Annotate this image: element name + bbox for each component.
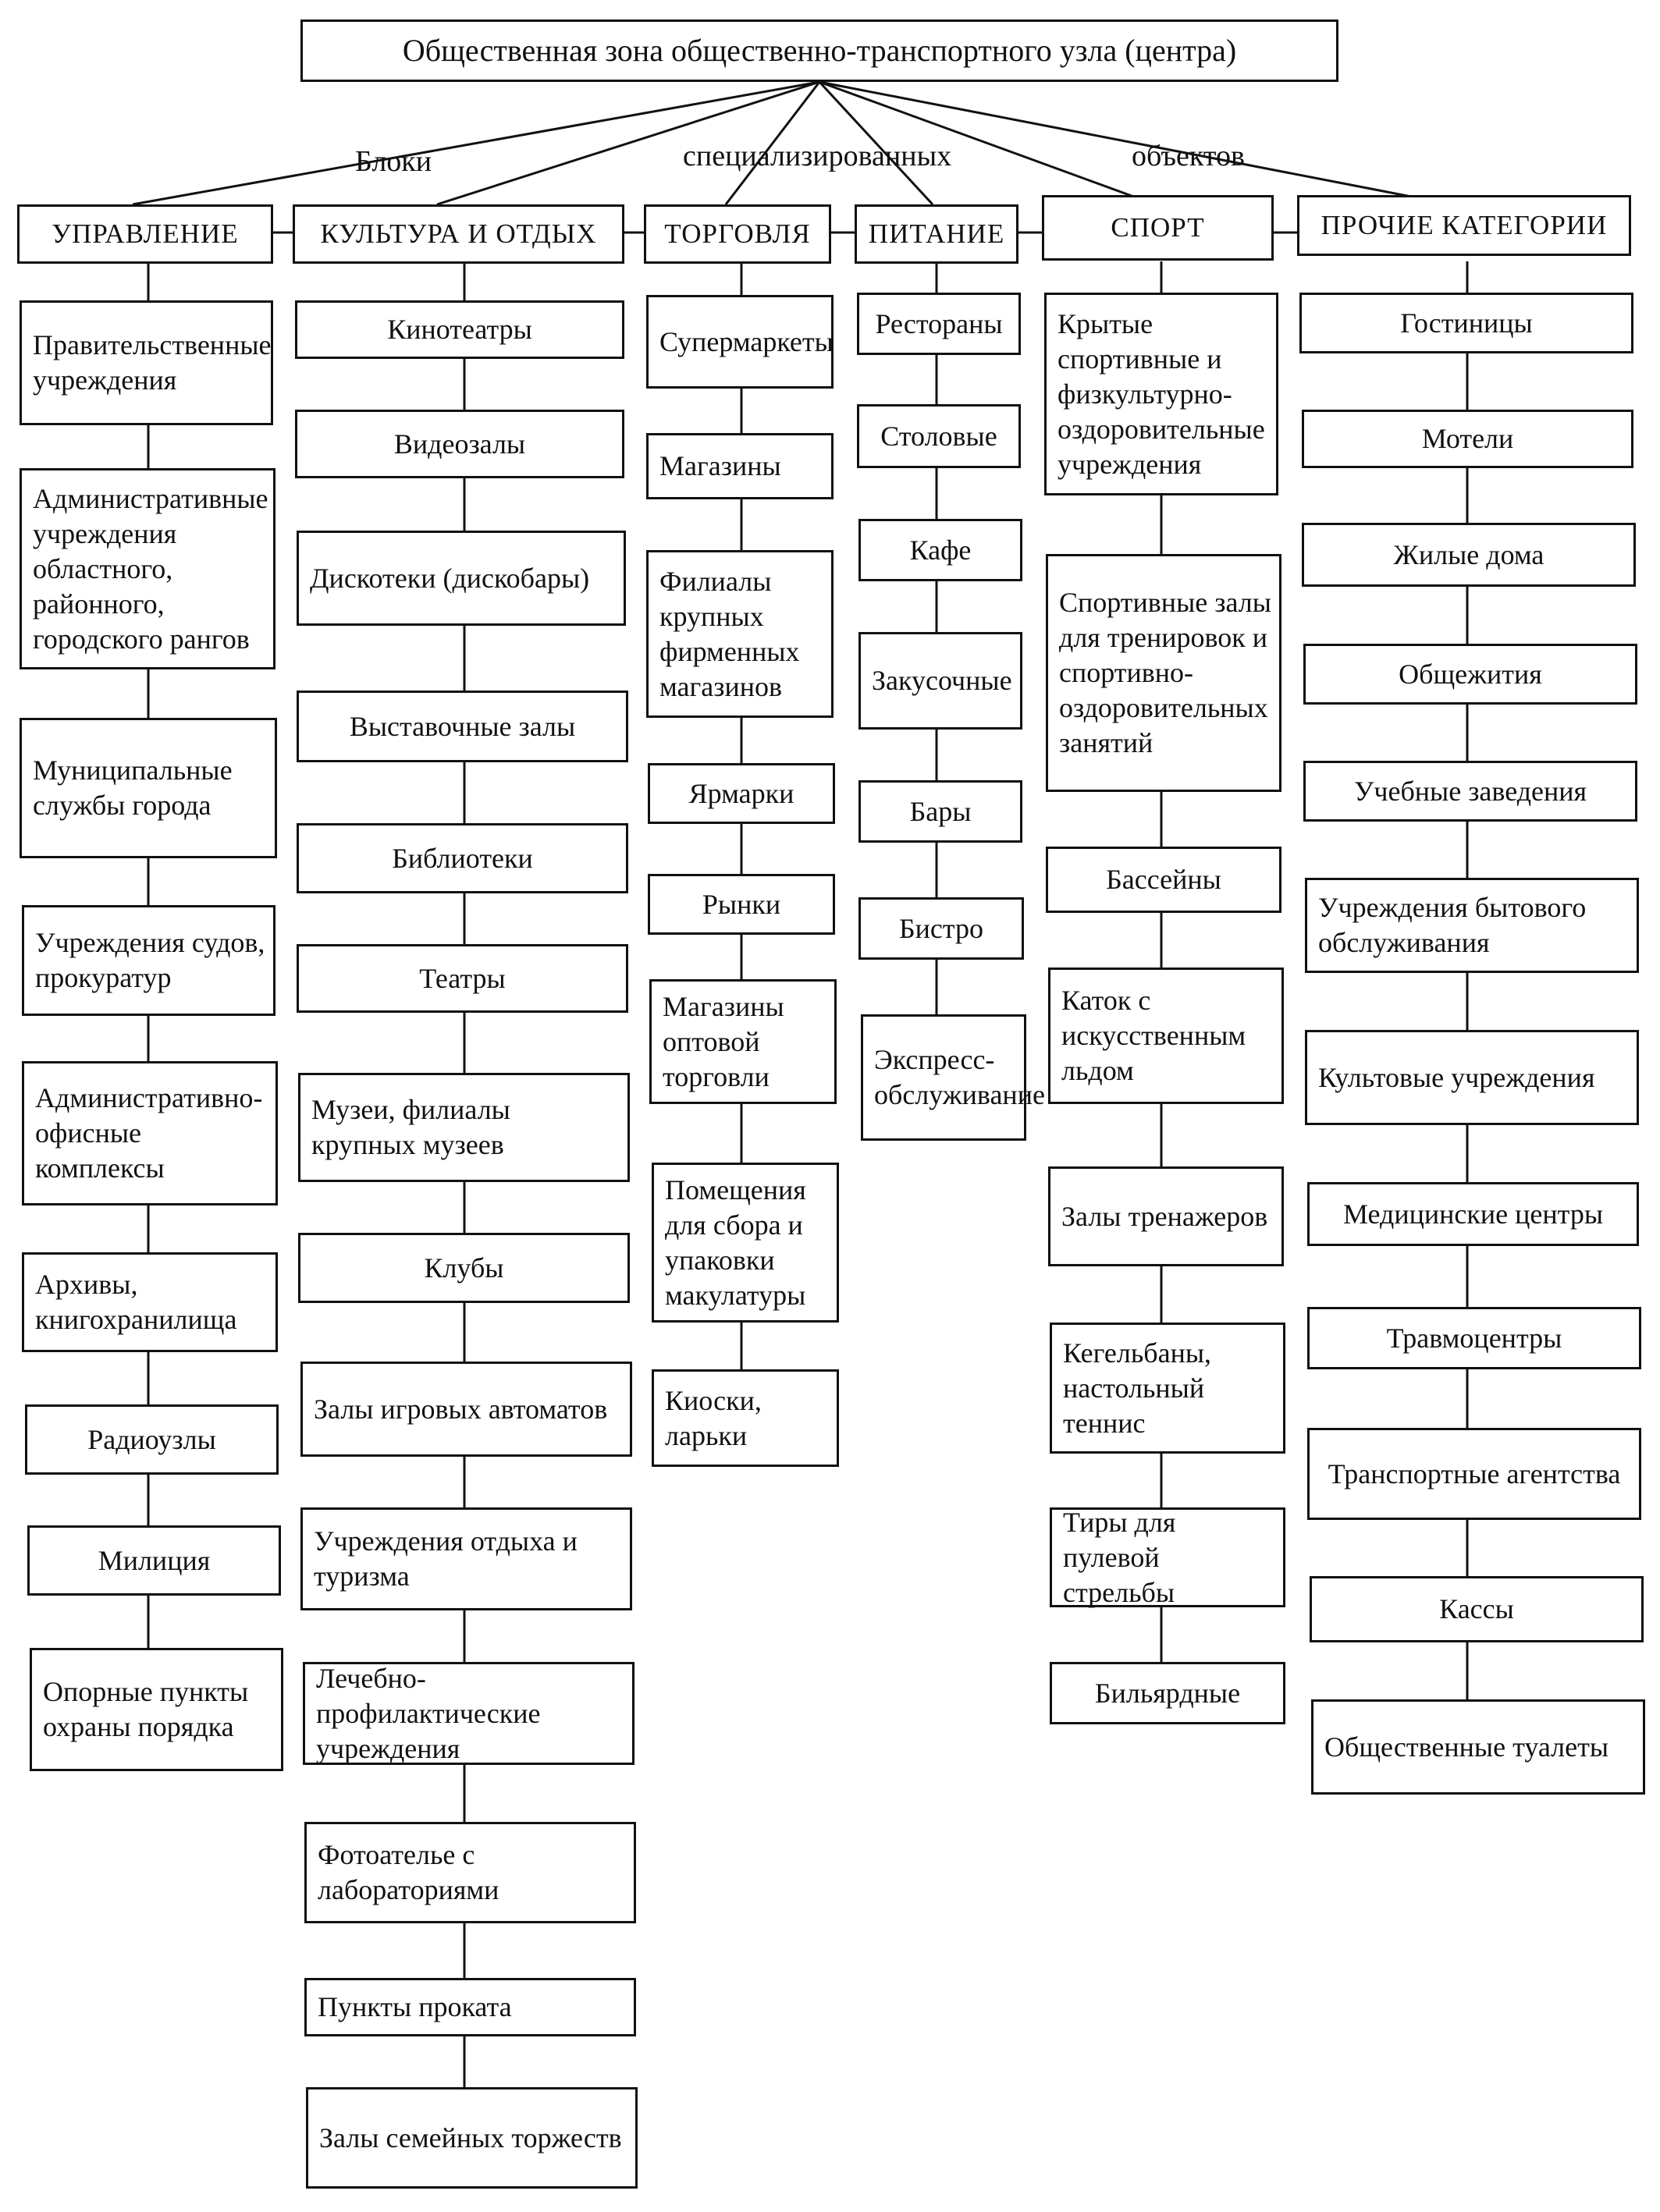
item-box <box>22 905 275 1016</box>
item-box <box>861 1014 1045 1141</box>
item-label: Супермаркеты <box>659 325 834 357</box>
item-box <box>306 2087 638 2189</box>
item-box <box>646 433 834 499</box>
header-food <box>855 204 1018 264</box>
item-box <box>858 632 1022 730</box>
item-box <box>300 1507 632 1610</box>
item-box <box>297 531 626 626</box>
item-label: Мотели <box>1421 423 1514 454</box>
item-label: Крытые спортивные и физкультурно-оздоровительные учреждения <box>1057 307 1265 480</box>
item-label: Библиотеки <box>392 842 533 874</box>
item-box <box>652 1369 839 1467</box>
item-label: Рестораны <box>875 307 1003 339</box>
item-box <box>1302 523 1636 587</box>
item-label: Бары <box>909 795 972 827</box>
item-label: Учреждения судов, прокуратур <box>35 927 265 993</box>
item-box <box>297 823 628 893</box>
header-other <box>1297 195 1631 256</box>
root-label: Общественная зона общественно-транспортного узла (центра) <box>402 33 1237 68</box>
item-box <box>1310 1576 1644 1642</box>
item-label: Рынки <box>702 888 781 920</box>
item-label: Общественные туалеты <box>1324 1731 1609 1763</box>
item-box <box>20 718 277 858</box>
item-box <box>1305 1030 1639 1125</box>
item-box <box>303 1662 634 1765</box>
item-box <box>1307 1428 1641 1520</box>
item-box <box>1050 1323 1285 1454</box>
item-label: Бильярдные <box>1094 1677 1241 1709</box>
item-box <box>652 1163 839 1323</box>
header-label: КУЛЬТУРА И ОТДЫХ <box>320 218 597 250</box>
label-specialized: специализированных <box>683 140 952 172</box>
header-culture <box>293 204 624 264</box>
item-label: Залы тренажеров <box>1061 1200 1268 1232</box>
item-label: Филиалы крупных фирменных магазинов <box>659 565 800 702</box>
item-label: Помещения для сбора и упаковки макулатуры <box>665 1173 806 1311</box>
item-box <box>1048 1166 1284 1266</box>
item-label: Киоски, ларьки <box>665 1384 762 1451</box>
item-label: Видеозалы <box>393 428 526 460</box>
header-trade <box>644 204 831 264</box>
item-label: Закусочные <box>872 665 1012 696</box>
item-box <box>1050 1662 1285 1724</box>
item-label: Травмоцентры <box>1386 1322 1562 1354</box>
item-label: Экспресс-обслуживание <box>874 1044 1045 1110</box>
item-box <box>1048 968 1284 1104</box>
item-box <box>1044 293 1278 495</box>
item-box <box>304 1822 636 1923</box>
label-blocks: Блоки <box>355 145 432 178</box>
item-label: Бистро <box>898 912 984 944</box>
item-label: Муниципальные службы города <box>33 754 233 821</box>
item-label: Спортивные залы для тренировок и спортивно-оздоровительных занятий <box>1059 587 1271 758</box>
label-objects: объектов <box>1132 140 1245 172</box>
header-label: СПОРТ <box>1111 212 1205 243</box>
item-label: Пункты проката <box>318 1991 512 2022</box>
item-label: Лечебно-профилактические учреждения <box>316 1662 541 1764</box>
item-box <box>20 468 275 669</box>
item-label: Правительственные учреждения <box>33 329 272 396</box>
item-box <box>649 979 837 1104</box>
item-box <box>857 293 1021 355</box>
item-box <box>858 780 1022 843</box>
item-label: Музеи, филиалы крупных музеев <box>311 1094 510 1160</box>
item-label: Медицинские центры <box>1343 1198 1603 1230</box>
item-box <box>1046 554 1281 792</box>
item-label: Столовые <box>880 420 997 452</box>
item-box <box>646 550 834 718</box>
item-label: Бассейны <box>1106 864 1221 895</box>
item-label: Учреждения отдыха и туризма <box>314 1525 578 1592</box>
item-label: Ярмарки <box>688 777 794 809</box>
item-label: Транспортные агентства <box>1328 1458 1621 1489</box>
item-label: Магазины оптовой торговли <box>663 990 784 1092</box>
item-label: Радиоузлы <box>87 1423 216 1455</box>
root-node <box>300 20 1338 82</box>
item-label: Фотоателье с лабораториями <box>318 1839 499 1905</box>
item-label: Общежития <box>1399 658 1542 690</box>
item-box <box>295 410 624 478</box>
header-management <box>17 204 273 264</box>
item-label: Опорные пункты охраны порядка <box>43 1676 249 1742</box>
item-box <box>27 1525 281 1596</box>
item-label: Залы семейных торжеств <box>319 2121 622 2153</box>
item-box <box>648 874 835 935</box>
item-box <box>20 300 273 425</box>
item-box <box>1299 293 1633 353</box>
item-box <box>1046 847 1281 913</box>
item-label: Кегельбаны, настольный теннис <box>1063 1337 1212 1439</box>
item-label: Залы игровых автоматов <box>314 1393 608 1425</box>
item-label: Жилые дома <box>1393 538 1544 570</box>
item-label: Выставочные залы <box>349 710 576 742</box>
item-label: Гостиницы <box>1400 307 1533 339</box>
item-box <box>304 1978 636 2036</box>
item-box <box>858 519 1022 581</box>
item-label: Административные учреждения областного, районного, городского рангов <box>33 482 268 655</box>
header-sport <box>1042 195 1274 261</box>
item-label: Кафе <box>909 534 972 566</box>
item-box <box>1302 410 1633 468</box>
header-label: УПРАВЛЕНИЕ <box>52 218 239 250</box>
item-box <box>300 1362 632 1457</box>
item-box <box>1307 1307 1641 1369</box>
item-box <box>1311 1699 1645 1795</box>
item-label: Магазины <box>659 450 781 481</box>
item-box <box>648 763 835 824</box>
header-label: ПИТАНИЕ <box>868 218 1005 250</box>
item-box <box>297 944 628 1013</box>
item-label: Архивы, книгохранилища <box>35 1269 237 1335</box>
item-box <box>646 295 834 389</box>
item-box <box>295 300 624 359</box>
item-box <box>30 1648 283 1771</box>
item-box <box>297 691 628 762</box>
item-label: Дискотеки (дискобары) <box>310 562 590 594</box>
item-label: Клубы <box>424 1252 504 1284</box>
item-label: Театры <box>419 962 506 994</box>
item-label: Административно-офисные комплексы <box>35 1082 263 1184</box>
item-box <box>1305 878 1639 973</box>
item-label: Каток с искусственным льдом <box>1061 985 1246 1086</box>
header-label: ПРОЧИЕ КАТЕГОРИИ <box>1321 210 1608 241</box>
item-box <box>1307 1182 1639 1246</box>
item-box <box>858 897 1024 960</box>
item-box <box>1050 1507 1285 1607</box>
item-label: Учебные заведения <box>1353 775 1587 807</box>
header-label: ТОРГОВЛЯ <box>664 218 811 250</box>
item-label: Тиры для пулевой стрельбы <box>1063 1506 1176 1608</box>
item-box <box>22 1061 278 1205</box>
item-box <box>1303 644 1637 705</box>
item-box <box>1303 761 1637 822</box>
item-box <box>298 1233 630 1303</box>
item-label: Милиция <box>98 1544 211 1576</box>
item-box <box>857 404 1021 468</box>
item-box <box>22 1252 278 1352</box>
item-label: Учреждения бытового обслуживания <box>1318 892 1587 958</box>
item-box <box>25 1404 279 1475</box>
item-label: Кинотеатры <box>387 314 532 345</box>
item-label: Кассы <box>1439 1593 1514 1624</box>
item-box <box>298 1073 630 1182</box>
item-label: Культовые учреждения <box>1318 1061 1595 1093</box>
